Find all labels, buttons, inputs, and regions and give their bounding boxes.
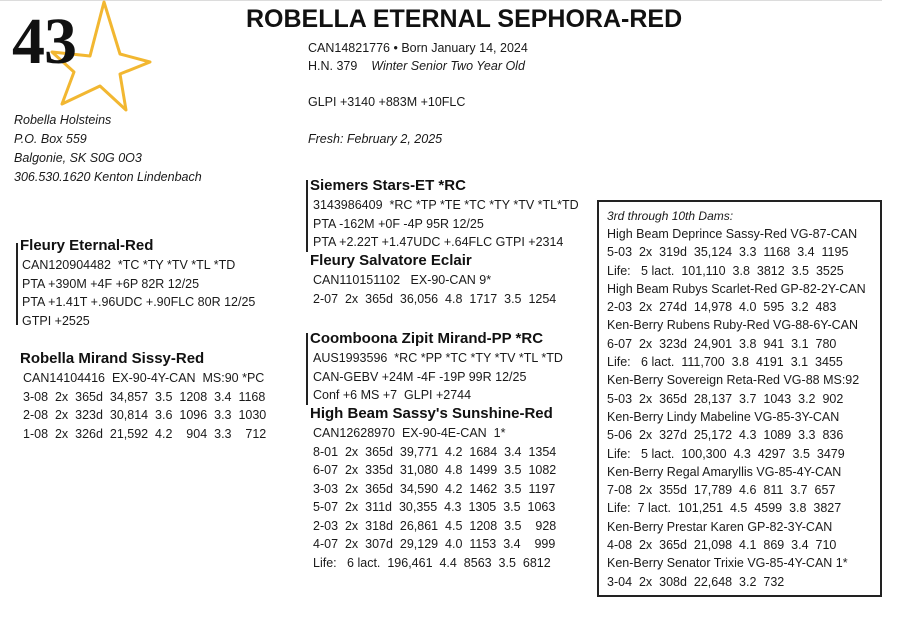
dam-dam-row: 3-03 2x 365d 34,590 4.2 1462 3.5 1197: [313, 481, 556, 496]
dam-row: 2-08 2x 323d 30,814 3.6 1096 3.3 1030: [23, 408, 267, 422]
consignor-phone: 306.530.1620 Kenton Lindenbach: [14, 170, 202, 184]
consignor-name: Robella Holsteins: [14, 113, 112, 127]
dam-entry: 5-03 2x 319d 35,124 3.3 1168 3.4 1195: [607, 245, 849, 260]
dam-dam-row: 6-07 2x 335d 31,080 4.8 1499 3.5 1082: [313, 463, 557, 477]
dam-sire-row: Conf +6 MS +7 GLPI +2744: [313, 388, 472, 402]
dam-entry: 6-07 2x 323d 24,901 3.8 941 3.1 780: [607, 336, 837, 351]
dam-dam-row: 8-01 2x 365d 39,771 4.2 1684 3.4 1354: [313, 444, 557, 459]
dam-entry: Ken-Berry Rubens Ruby-Red VG-88-6Y-CAN: [607, 318, 859, 333]
dam-dam-row: 2-03 2x 318d 26,861 4.5 1208 3.5 928: [313, 518, 557, 533]
dam-entry: 5-03 2x 365d 28,137 3.7 1043 3.2 902: [607, 391, 844, 406]
sire-sire-section: [310, 176, 579, 252]
dam-sire-row: CAN-GEBV +24M -4F -19P 99R 12/25: [313, 369, 527, 384]
sire-dam-row: CAN110151102 EX-90-CAN 9*: [313, 273, 492, 287]
dam-entry: 4-08 2x 365d 21,098 4.1 869 3.4 710: [607, 538, 837, 553]
sire-name: Fleury Eternal-Red: [20, 237, 154, 254]
dam-entry: Ken-Berry Prestar Karen GP-82-3Y-CAN: [607, 519, 833, 534]
dam-dam-row: 4-07 2x 307d 29,129 4.0 1153 3.4 999: [313, 537, 556, 551]
dam-row: 3-08 2x 365d 34,857 3.5 1208 3.4 1168: [23, 389, 266, 404]
extended-dams-box: [597, 200, 882, 597]
consignor-block: [14, 111, 202, 187]
dam-entry: 5-06 2x 327d 25,172 4.3 1089 3.3 836: [607, 428, 844, 443]
dam-dam-name: High Beam Sassy's Sunshine-Red: [310, 405, 553, 422]
class-name: Winter Senior Two Year Old: [371, 59, 525, 73]
dam-entry: Life: 6 lact. 111,700 3.8 4191 3.1 3455: [607, 355, 843, 370]
sire-dam-section: [310, 251, 556, 308]
sire-row: PTA +390M +4F +6P 82R 12/25: [22, 276, 200, 291]
dam-dam-section: [310, 404, 556, 572]
dam-dam-lifetime: Life: 6 lact. 196,461 4.4 8563 3.5 6812: [313, 555, 551, 570]
dam-entry: Ken-Berry Senator Trixie VG-85-4Y-CAN 1*: [607, 556, 848, 571]
dams-list: [607, 225, 866, 591]
hn-number: H.N. 379: [308, 59, 358, 73]
dam-name: Robella Mirand Sissy-Red: [20, 350, 205, 367]
dam-sire-bar: [306, 333, 308, 405]
hn-class-line: [308, 57, 525, 75]
sire-section: [20, 236, 255, 330]
sire-dam-name: Fleury Salvatore Eclair: [310, 252, 472, 269]
registration-line: CAN14821776 • Born January 14, 2024: [308, 41, 528, 55]
dam-entry: Ken-Berry Regal Amaryllis VG-85-4Y-CAN: [607, 464, 842, 479]
dam-entry: 3-04 2x 308d 22,648 3.2 732: [607, 574, 785, 589]
sire-row: GTPI +2525: [22, 313, 90, 328]
fresh-date: Fresh: February 2, 2025: [308, 132, 443, 146]
sire-sire-name: Siemers Stars-ET *RC: [310, 177, 466, 194]
dam-entry: 2-03 2x 274d 14,978 4.0 595 3.2 483: [607, 300, 837, 315]
sire-sire-row: 3143986409 *RC *TP *TE *TC *TY *TV *TL*TD: [313, 198, 579, 212]
dam-sire-name: Coomboona Zipit Mirand-PP *RC: [310, 330, 544, 347]
consignor-address: P.O. Box 559: [14, 132, 87, 146]
lot-number: 43: [12, 5, 76, 78]
sire-row: PTA +1.41T +.96UDC +.90FLC 80R 12/25: [22, 295, 256, 309]
dam-sire-row: AUS1993596 *RC *PP *TC *TY *TV *TL *TD: [313, 351, 563, 365]
dam-row: CAN14104416 EX-90-4Y-CAN MS:90 *PC: [23, 371, 265, 385]
animal-name: ROBELLA ETERNAL SEPHORA-RED: [246, 5, 683, 33]
dam-entry: High Beam Rubys Scarlet-Red GP-82-2Y-CAN: [607, 281, 866, 296]
sire-dam-row: 2-07 2x 365d 36,056 4.8 1717 3.5 1254: [313, 291, 557, 306]
sire-bar: [16, 243, 18, 325]
dam-dam-row: CAN12628970 EX-90-4E-CAN 1*: [313, 426, 506, 440]
dam-entry: Life: 7 lact. 101,251 4.5 4599 3.8 3827: [607, 501, 842, 516]
dam-dam-row: 5-07 2x 311d 30,355 4.3 1305 3.5 1063: [313, 500, 556, 514]
dam-entry: High Beam Deprince Sassy-Red VG-87-CAN: [607, 227, 858, 241]
dam-entry: Ken-Berry Sovereign Reta-Red VG-88 MS:92: [607, 373, 860, 388]
dam-entry: Life: 5 lact. 100,300 4.3 4297 3.5 3479: [607, 446, 845, 461]
dam-entry: Life: 5 lact. 101,110 3.8 3812 3.5 3525: [607, 263, 844, 278]
sire-sire-row: PTA -162M +0F -4P 95R 12/25: [313, 216, 484, 231]
dams-header: 3rd through 10th Dams:: [607, 209, 734, 223]
sire-sire-row: PTA +2.22T +1.47UDC +.64FLC GTPI +2314: [313, 235, 564, 249]
consignor-city: Balgonie, SK S0G 0O3: [14, 151, 142, 165]
dam-entry: 7-08 2x 355d 17,789 4.6 811 3.7 657: [607, 483, 836, 498]
dam-row: 1-08 2x 326d 21,592 4.2 904 3.3 712: [23, 426, 267, 441]
sire-sire-bar: [306, 180, 308, 252]
dam-sire-section: [310, 329, 563, 405]
dam-entry: Ken-Berry Lindy Mabeline VG-85-3Y-CAN: [607, 409, 840, 424]
genetics-line: GLPI +3140 +883M +10FLC: [308, 95, 466, 109]
sire-row: CAN120904482 *TC *TY *TV *TL *TD: [22, 258, 236, 272]
dam-section: [20, 349, 266, 443]
